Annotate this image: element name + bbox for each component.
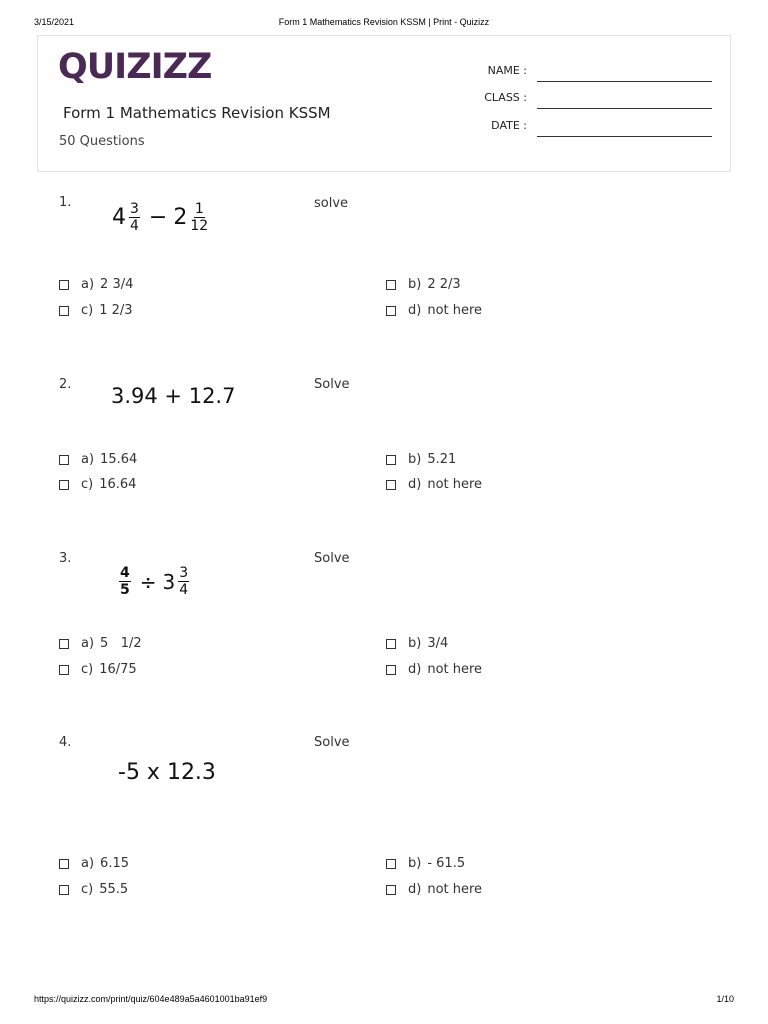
option-letter: b) [408,636,422,651]
checkbox[interactable] [59,280,69,290]
option-letter: d) [408,662,422,677]
question-instruction: Solve [314,377,350,392]
checkbox[interactable] [59,306,69,316]
class-line [537,108,712,109]
option-a[interactable] [59,452,137,467]
option-c[interactable] [59,303,133,318]
checkbox[interactable] [59,639,69,649]
option-letter: b) [408,277,422,292]
expr-text: -5 x 12.3 [118,760,216,785]
option-text: not here [427,303,483,318]
checkbox[interactable] [59,859,69,869]
expr-text: 3.94 + 12.7 [111,384,236,408]
checkbox[interactable] [386,480,396,490]
checkbox[interactable] [386,639,396,649]
option-letter: b) [408,452,422,467]
date-field[interactable] [430,119,712,137]
checkbox[interactable] [386,665,396,675]
class-label: CLASS : [484,91,527,104]
option-c[interactable] [59,477,136,492]
option-text: 16/75 [99,662,137,677]
option-text: 55.5 [99,882,129,897]
option-text: 3/4 [427,636,449,651]
question-number: 1. [59,195,72,210]
question-expression-3 [116,566,192,597]
checkbox[interactable] [386,306,396,316]
option-letter: d) [408,882,422,897]
option-letter: a) [81,636,95,651]
option-a[interactable] [59,636,142,651]
option-letter: a) [81,856,95,871]
checkbox[interactable] [59,480,69,490]
checkbox[interactable] [59,665,69,675]
checkbox[interactable] [59,885,69,895]
option-letter: d) [408,303,422,318]
option-text: 6.15 [100,856,129,871]
option-d[interactable] [386,882,482,897]
checkbox[interactable] [59,455,69,465]
expr-whole: 2 [173,205,188,230]
question-instruction: solve [314,196,349,211]
expr-numerator: 4 [120,565,130,581]
option-letter: c) [81,303,94,318]
option-text: 2 3/4 [100,277,134,292]
expr-denominator: 5 [120,582,130,598]
print-date: 3/15/2021 [34,17,75,27]
expr-numerator: 3 [179,565,189,581]
option-letter: c) [81,477,94,492]
option-text: not here [427,882,483,897]
class-field[interactable] [430,91,712,109]
name-field[interactable] [430,64,712,82]
checkbox[interactable] [386,885,396,895]
quizizz-logo: QUIZIZZ [58,47,212,87]
question-expression-1 [112,202,211,233]
question-expression-2 [111,384,235,408]
expr-fraction [119,566,131,597]
expr-denominator: 12 [190,218,209,234]
option-text: not here [427,477,483,492]
question-number: 4. [59,735,72,750]
name-label: NAME : [487,64,527,77]
page-number: 1/10 [716,994,734,1004]
checkbox[interactable] [386,280,396,290]
option-text: not here [427,662,483,677]
option-b[interactable] [386,856,465,871]
expr-fraction [129,202,140,233]
option-d[interactable] [386,303,482,318]
option-c[interactable] [59,882,128,897]
option-text: 1 2/3 [99,303,133,318]
expr-denominator: 4 [179,582,189,598]
option-text: - 61.5 [427,856,466,871]
expr-operator: ÷ [139,569,157,594]
option-letter: c) [81,662,94,677]
name-line [537,81,712,82]
option-text: 16.64 [99,477,137,492]
question-number: 3. [59,551,72,566]
date-label: DATE : [491,119,527,132]
question-number: 2. [59,377,72,392]
option-d[interactable] [386,477,482,492]
option-d[interactable] [386,662,482,677]
question-instruction: Solve [314,735,350,750]
question-instruction: Solve [314,551,350,566]
option-a[interactable] [59,277,133,292]
expr-whole: 3 [162,569,176,594]
expr-fraction [190,202,208,233]
option-b[interactable] [386,636,448,651]
option-letter: a) [81,277,95,292]
option-c[interactable] [59,662,137,677]
expr-fraction [178,566,189,597]
option-text: 2 2/3 [427,277,461,292]
option-letter: c) [81,882,94,897]
expr-numerator: 1 [194,201,204,217]
option-text: 15.64 [100,452,138,467]
option-a[interactable] [59,856,129,871]
option-b[interactable] [386,277,461,292]
checkbox[interactable] [386,859,396,869]
print-url[interactable]: https://quizizz.com/print/quiz/604e489a5a4601001ba91ef9 [34,994,268,1004]
option-b[interactable] [386,452,456,467]
expr-denominator: 4 [130,218,139,234]
checkbox[interactable] [386,455,396,465]
print-title: Form 1 Mathematics Revision KSSM | Print - Quizizz [278,17,490,27]
option-text: 5 1/2 [100,636,142,651]
question-count: 50 Questions [59,134,145,149]
option-letter: b) [408,856,422,871]
quiz-title: Form 1 Mathematics Revision KSSM [63,104,331,122]
date-line [537,136,712,137]
option-letter: d) [408,477,422,492]
expr-numerator: 3 [130,201,139,217]
question-expression-4 [118,760,216,785]
expr-whole: 4 [112,205,126,230]
option-text: 5.21 [427,452,457,467]
option-letter: a) [81,452,95,467]
expr-operator: − [148,205,168,230]
